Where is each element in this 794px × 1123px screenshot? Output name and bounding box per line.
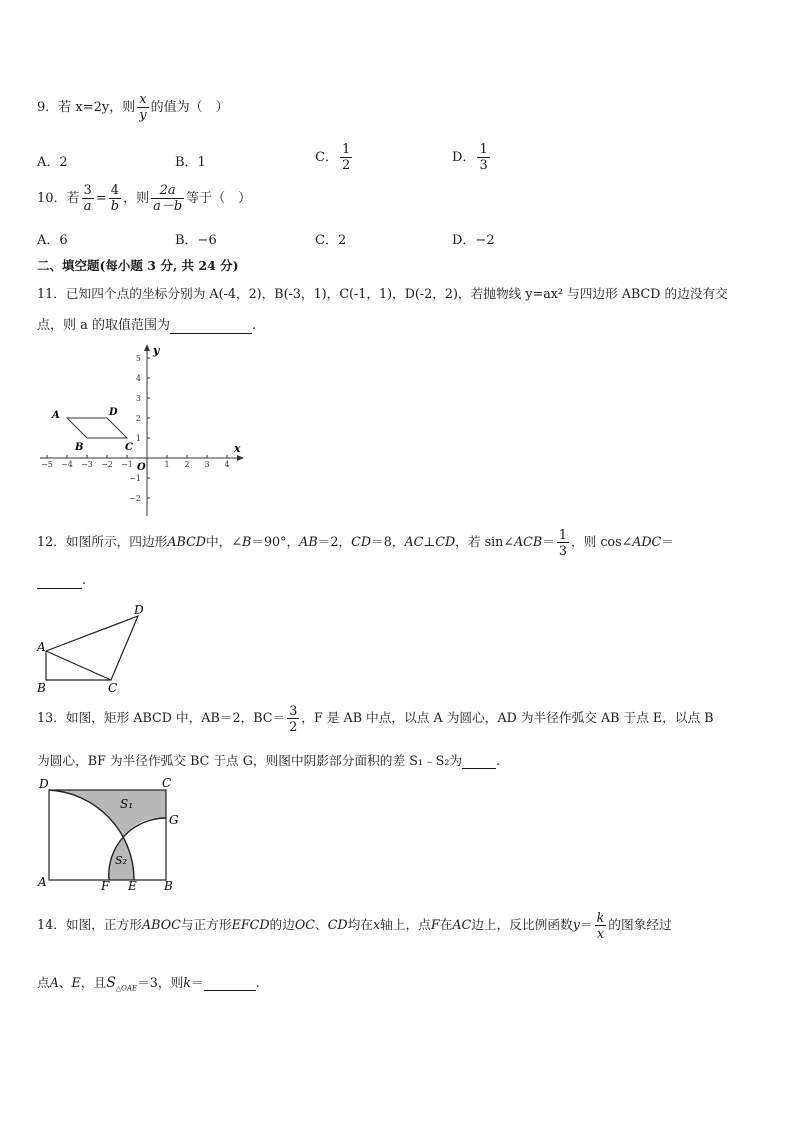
q11-ytick: −1 [129, 474, 141, 483]
q14-var: CD [327, 917, 348, 932]
q13-label-s1: S₁ [120, 797, 134, 811]
q9-frac-num: x [137, 92, 148, 108]
q14-frac-den: x [596, 926, 605, 941]
q12-text: ⊥ [423, 534, 436, 549]
q14-var: S [106, 975, 116, 991]
q14-text: ＝3，则 [137, 975, 184, 990]
q12-answer-blank [37, 573, 82, 589]
q10-frac-3-num: 2a [151, 183, 184, 199]
q11-xtick: −1 [121, 460, 133, 469]
q9-suffix: 的值为（ ） [150, 100, 229, 115]
q11-ytick: 5 [135, 354, 141, 363]
q10-suffix: 等于（ ） [186, 191, 252, 206]
q9-option-d [452, 142, 492, 173]
q12-var: AB [299, 534, 318, 549]
q13-label-b: B [164, 879, 173, 893]
q13-stem [37, 703, 714, 734]
q12-var: AC [404, 534, 424, 549]
q13-frac-num: 3 [289, 703, 298, 718]
q11-xtick: 3 [204, 460, 210, 469]
q14-var: E [71, 975, 81, 990]
q11-point-c: C [125, 442, 133, 453]
q11-xtick: −4 [61, 460, 73, 469]
q12-text: ，若 sin∠ [455, 534, 514, 549]
q10-stem [37, 183, 251, 214]
q9-prefix: 9．若 x=2y，则 [37, 100, 136, 115]
q12-text: ＝ [542, 534, 555, 549]
q14-var: A [49, 975, 59, 990]
q12-figure [34, 600, 154, 696]
q11-ytick: 1 [135, 434, 141, 443]
q14-text: 14．如图，正方形 [37, 917, 142, 932]
q14-var: OC [294, 917, 315, 932]
q14-line2-end: . [255, 975, 260, 990]
q11-ytick: −2 [129, 494, 141, 503]
q12-var: CD [351, 534, 372, 549]
q11-xtick: 1 [164, 460, 170, 469]
q9-option-d-num: 1 [479, 142, 488, 157]
q14-text: 点 [37, 975, 50, 990]
q12-var: CD [435, 534, 456, 549]
q10-frac-1 [82, 183, 94, 214]
q9-option-c-label: C． [315, 150, 338, 165]
q12-var: B [241, 534, 252, 549]
q11-ytick: 3 [135, 394, 141, 403]
q11-ytick: 2 [135, 414, 141, 423]
q10-option-c: C．2 [315, 233, 347, 248]
q11-point-d: D [109, 407, 118, 418]
q12-fraction [557, 527, 569, 558]
q11-answer-blank [170, 318, 252, 334]
q14-text: 、 [58, 975, 72, 990]
q9-option-c-den: 2 [341, 158, 351, 173]
q13-label-s2: S₂ [115, 854, 127, 867]
q12-label-c: C [108, 681, 118, 695]
q13-frac-den: 2 [289, 719, 298, 734]
q13-text: 13．如图，矩形 ABCD 中，AB＝2，BC＝ [37, 710, 286, 725]
q12-line2 [37, 573, 86, 589]
q10-frac-1-num: 3 [83, 183, 92, 198]
q14-text: ，且 [80, 975, 107, 990]
q12-line2-end: . [82, 573, 87, 588]
q11-origin: O [137, 462, 146, 473]
q9-option-c [315, 142, 354, 173]
q11-y-label: y [153, 344, 160, 357]
q11-line2-text: 点，则 a 的取值范围为 [37, 318, 171, 333]
q14-answer-blank [204, 975, 256, 991]
q11-xtick: −2 [101, 460, 113, 469]
q13-answer-blank [462, 753, 496, 769]
q10-frac-1-den: a [83, 199, 92, 214]
q14-text: 、 [315, 917, 328, 932]
q13-label-e: E [128, 879, 137, 893]
q12-text: 中，∠ [205, 534, 242, 549]
q14-text: 均在 [347, 917, 373, 932]
q13-label-g: G [169, 813, 179, 827]
q14-text: 的图象经过 [608, 917, 672, 932]
q9-option-d-den: 3 [479, 158, 488, 173]
q12-text: ＝90°， [251, 534, 300, 549]
q10-eq: = [95, 191, 107, 206]
q9-option-c-num: 1 [341, 142, 351, 157]
q14-text: 与正方形 [180, 917, 232, 932]
q14-line2 [37, 972, 260, 993]
q9-option-d-label: D． [452, 150, 476, 165]
q10-option-a: A．6 [37, 233, 68, 248]
q10-prefix: 10．若 [37, 191, 80, 206]
q13-line2-text: 为圆心，BF 为半径作弧交 BC 于点 G，则图中阴影部分面积的差 S₁﹣S₂为 [37, 753, 463, 768]
q11-point-a: A [52, 410, 60, 421]
q12-var: ACB [513, 534, 543, 549]
q14-text: 的边 [269, 917, 295, 932]
q13-label-d: D [39, 777, 49, 791]
q9-option-a: A．2 [37, 155, 68, 170]
q12-text: ＝ [661, 534, 674, 549]
q13-line2 [37, 750, 500, 769]
q14-var: AC [452, 917, 472, 932]
q11-x-label: x [234, 442, 241, 455]
q13-fraction [287, 703, 299, 734]
section2-title: 二、填空题(每小题 3 分, 共 24 分) [37, 258, 239, 273]
q14-var: x [372, 917, 381, 932]
q13-shaded-s1 [49, 790, 166, 838]
q14-fraction [595, 910, 607, 941]
q11-line1: 11．已知四个点的坐标分别为 A(-4，2)，B(-3，1)，C(-1，1)，D(-2，2)，若抛物线 y=ax² 与四边形 ABCD 的边没有交 [37, 286, 728, 301]
q14-subscript: △OAE [115, 984, 138, 993]
q14-text: 轴上，点 [380, 917, 431, 932]
q10-option-d: D．−2 [452, 233, 495, 248]
q9-frac-den: y [139, 108, 147, 123]
q14-var: k [183, 975, 191, 990]
q14-text: 边上，反比例函数 [471, 917, 573, 932]
q10-mid: ，则 [123, 191, 150, 206]
q13-label-c: C [162, 776, 172, 790]
q13-line2-end: . [496, 753, 501, 768]
q12-frac-num: 1 [558, 527, 567, 542]
q14-frac-num: k [596, 910, 605, 925]
q13-label-a: A [38, 875, 47, 889]
q10-frac-2-den: b [110, 199, 120, 214]
q11-ytick: 4 [135, 374, 141, 383]
q9-option-c-fraction [340, 142, 352, 173]
q14-text: ＝ [579, 917, 593, 932]
q12-diagonal-ac [46, 651, 111, 680]
q9-stem [37, 92, 229, 123]
q14-var: EFCD [231, 917, 270, 932]
q13-figure [34, 772, 194, 894]
q11-xtick: 2 [184, 460, 190, 469]
q11-point-b: B [75, 442, 84, 453]
q12-var: ABCD [167, 534, 206, 549]
q11-xtick: −5 [41, 460, 53, 469]
q9-option-b: B．1 [175, 155, 206, 170]
q12-label-a: A [37, 640, 46, 654]
q12-text: 12．如图所示，四边形 [37, 534, 168, 549]
q11-parallelogram [67, 418, 127, 438]
q9-option-d-fraction [477, 142, 489, 173]
q11-xtick: 4 [224, 460, 230, 469]
q11-y-axis-arrow [144, 344, 150, 351]
q13-text: ，F 是 AB 中点，以点 A 为圆心，AD 为半径作弧交 AB 于点 E，以点 B [301, 710, 714, 725]
q10-frac-2-num: 4 [109, 183, 121, 199]
q14-text: ＝ [190, 975, 204, 990]
q11-line2-end: . [252, 318, 257, 333]
q13-label-f: F [101, 879, 110, 893]
q12-var: ADC [632, 534, 662, 549]
q12-label-b: B [37, 681, 46, 695]
q11-graph [36, 340, 250, 520]
q14-var: y [572, 917, 580, 932]
q9-fraction [137, 92, 148, 123]
q10-option-b: B．−6 [175, 233, 217, 248]
q10-frac-3 [151, 183, 184, 214]
q11-x-ticks [41, 455, 229, 469]
q14-var: ABOC [141, 917, 181, 932]
q11-x-axis-arrow [237, 455, 244, 461]
q12-stem [37, 527, 674, 558]
q12-quadrilateral [46, 616, 138, 680]
q14-text: 在 [439, 917, 453, 932]
q12-frac-den: 3 [558, 543, 567, 558]
q10-frac-2 [109, 183, 121, 214]
q12-label-d: D [134, 603, 144, 617]
q11-line2 [37, 314, 256, 334]
q12-text: ＝2， [317, 534, 352, 549]
q11-xtick: −3 [81, 460, 93, 469]
q12-text: ＝8， [371, 534, 405, 549]
q14-stem [37, 910, 672, 941]
q10-frac-3-den: a－b [153, 199, 183, 214]
q14-var: F [430, 917, 440, 932]
q12-text: ，则 cos∠ [570, 534, 633, 549]
